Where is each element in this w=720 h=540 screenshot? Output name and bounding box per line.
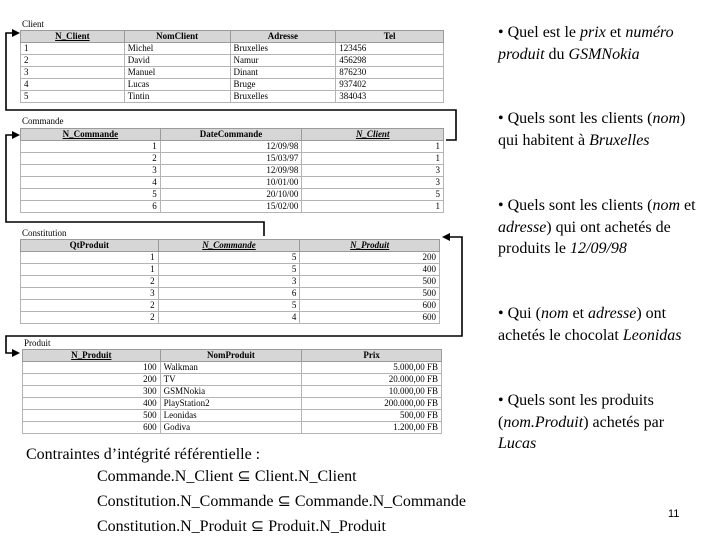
question-term: Leonidas	[622, 326, 682, 344]
column-header: NomProduit	[160, 350, 302, 362]
cell: David	[124, 55, 230, 67]
cell: Namur	[230, 55, 336, 67]
constraint-line: Constitution.N_Commande ⊆ Commande.N_Commande	[97, 493, 466, 510]
cell: 123456	[336, 43, 444, 55]
table-row	[21, 153, 444, 165]
cell: 456298	[336, 55, 444, 67]
client-table	[20, 30, 444, 103]
cell: 400	[23, 398, 161, 410]
cell: 3	[302, 177, 444, 189]
constitution-table	[20, 239, 440, 324]
cell: 4	[158, 312, 300, 324]
table-row	[23, 374, 442, 386]
cell: Bruxelles	[230, 91, 336, 103]
cell: Dinant	[230, 67, 336, 79]
cell: 2	[21, 312, 159, 324]
cell: 2	[21, 153, 161, 165]
constraint-line: Commande.N_Client ⊆ Client.N_Client	[97, 468, 357, 485]
question-text: ) qui habitent à	[498, 110, 686, 149]
column-header: QtProduit	[21, 240, 159, 252]
question-2	[498, 108, 693, 151]
cell: 15/03/97	[160, 153, 302, 165]
cell: 1	[21, 141, 161, 153]
question-text: • Qui (	[498, 305, 541, 322]
cell: 600	[23, 422, 161, 434]
cell: Lucas	[124, 79, 230, 91]
table-row	[21, 189, 444, 201]
cell: 6	[158, 288, 300, 300]
table-row	[21, 264, 440, 276]
cell: 200	[300, 252, 440, 264]
cell: 12/09/98	[160, 165, 302, 177]
column-header: Prix	[302, 350, 442, 362]
cell: 1	[21, 252, 159, 264]
constraint-line: Constitution.N_Produit ⊆ Produit.N_Produit	[97, 518, 386, 535]
question-term: nom	[652, 197, 681, 214]
cell: 600	[300, 312, 440, 324]
question-text: et	[605, 24, 626, 41]
cell: 400	[300, 264, 440, 276]
arrowhead-produit	[12, 349, 20, 357]
cell: Leonidas	[160, 410, 302, 422]
question-text: et	[568, 305, 589, 322]
column-header: Adresse	[230, 31, 336, 43]
table-row	[21, 55, 444, 67]
cell: 12/09/98	[160, 141, 302, 153]
table-row	[21, 67, 444, 79]
cell: 3	[21, 165, 161, 177]
question-text: ) achetés par	[583, 413, 665, 431]
question-text: du	[544, 45, 569, 63]
cell: 2	[21, 276, 159, 288]
question-text: • Quels sont les produits (	[498, 392, 654, 431]
table-row	[21, 276, 440, 288]
column-header: Tel	[336, 31, 444, 43]
cell: 500	[23, 410, 161, 422]
column-header: DateCommande	[160, 129, 302, 141]
constraints-title: Contraintes d’intégrité référentielle :	[26, 446, 261, 463]
cell: 3	[302, 165, 444, 177]
cell: 1.200,00 FB	[302, 422, 442, 434]
cell: 2	[21, 300, 159, 312]
question-4	[498, 303, 698, 346]
question-term: nom	[652, 110, 681, 127]
table-row	[23, 386, 442, 398]
table-row	[21, 300, 440, 312]
cell: Godiva	[160, 422, 302, 434]
cell: 10/01/00	[160, 177, 302, 189]
table-row	[21, 165, 444, 177]
column-header: N_Client	[302, 129, 444, 141]
question-text: ) ont achetés le chocolat	[498, 305, 667, 344]
table-label-client: Client	[22, 19, 44, 29]
cell: 10.000,00 FB	[302, 386, 442, 398]
cell: TV	[160, 374, 302, 386]
table-row	[21, 312, 440, 324]
cell: 5	[158, 252, 300, 264]
cell: 500	[300, 288, 440, 300]
cell: Manuel	[124, 67, 230, 79]
cell: 5.000,00 FB	[302, 362, 442, 374]
cell: 20.000,00 FB	[302, 374, 442, 386]
question-text: • Quel est le	[498, 24, 581, 41]
column-header: NomClient	[124, 31, 230, 43]
cell: 1	[302, 201, 444, 213]
table-row	[21, 141, 444, 153]
cell: 3	[158, 276, 300, 288]
cell: Bruxelles	[230, 43, 336, 55]
cell: 500	[300, 276, 440, 288]
question-text: • Quels sont les clients (	[498, 110, 653, 127]
column-header: N_Commande	[158, 240, 300, 252]
cell: 1	[302, 141, 444, 153]
table-label-produit: Produit	[24, 338, 51, 348]
cell: 20/10/00	[160, 189, 302, 201]
table-row	[21, 177, 444, 189]
cell: 200.000,00 FB	[302, 398, 442, 410]
cell: 1	[21, 264, 159, 276]
question-term: Lucas	[498, 435, 537, 452]
cell: GSMNokia	[160, 386, 302, 398]
question-term: 12/09/98	[570, 240, 627, 257]
arrowhead-constitution-produit	[442, 233, 450, 241]
table-row	[23, 398, 442, 410]
cell: 937402	[336, 79, 444, 91]
question-text: • Quels sont les clients (	[498, 197, 653, 214]
arrowhead-client	[12, 29, 20, 37]
cell: 600	[300, 300, 440, 312]
table-row	[21, 91, 444, 103]
table-row	[21, 288, 440, 300]
cell: 100	[23, 362, 161, 374]
question-text: et	[680, 197, 696, 214]
question-text: ) qui ont achetés de produits le	[498, 218, 671, 257]
cell: Bruge	[230, 79, 336, 91]
column-header: N_Client	[21, 31, 125, 43]
question-term: Bruxelles	[589, 131, 650, 149]
column-header: N_Produit	[300, 240, 440, 252]
cell: Michel	[124, 43, 230, 55]
cell: 384043	[336, 91, 444, 103]
table-row	[21, 79, 444, 91]
table-row	[21, 201, 444, 213]
cell: 500,00 FB	[302, 410, 442, 422]
cell: 4	[21, 177, 161, 189]
cell: Walkman	[160, 362, 302, 374]
cell: 3	[21, 288, 159, 300]
cell: 1	[21, 43, 125, 55]
column-header: N_Commande	[21, 129, 161, 141]
cell: 5	[302, 189, 444, 201]
question-5	[498, 390, 698, 455]
cell: 3	[21, 67, 125, 79]
question-term: numéro produit	[498, 24, 674, 63]
produit-table	[22, 349, 442, 434]
cell: 6	[21, 201, 161, 213]
cell: 300	[23, 386, 161, 398]
question-term: adresse	[498, 218, 547, 236]
page-number: 11	[668, 508, 680, 520]
question-term: adresse	[588, 305, 637, 322]
table-row	[21, 252, 440, 264]
table-row	[23, 410, 442, 422]
table-row	[21, 43, 444, 55]
table-label-commande: Commande	[22, 116, 64, 126]
cell: 876230	[336, 67, 444, 79]
cell: 200	[23, 374, 161, 386]
cell: 2	[21, 55, 125, 67]
question-3	[498, 195, 708, 260]
question-term: nom	[540, 305, 569, 322]
cell: 1	[302, 153, 444, 165]
cell: 5	[158, 300, 300, 312]
table-label-constitution: Constitution	[22, 228, 67, 238]
table-row	[23, 362, 442, 374]
question-term: prix	[580, 24, 606, 41]
cell: Tintin	[124, 91, 230, 103]
question-term: nom.Produit	[503, 413, 584, 431]
table-row	[23, 422, 442, 434]
cell: 5	[158, 264, 300, 276]
cell: 4	[21, 79, 125, 91]
question-1	[498, 22, 693, 65]
cell: 5	[21, 91, 125, 103]
question-term: GSMNokia	[568, 45, 640, 63]
cell: 5	[21, 189, 161, 201]
cell: 15/02/00	[160, 201, 302, 213]
cell: PlayStation2	[160, 398, 302, 410]
arrowhead-commande	[12, 131, 20, 139]
commande-table	[20, 128, 444, 213]
column-header: N_Produit	[23, 350, 161, 362]
